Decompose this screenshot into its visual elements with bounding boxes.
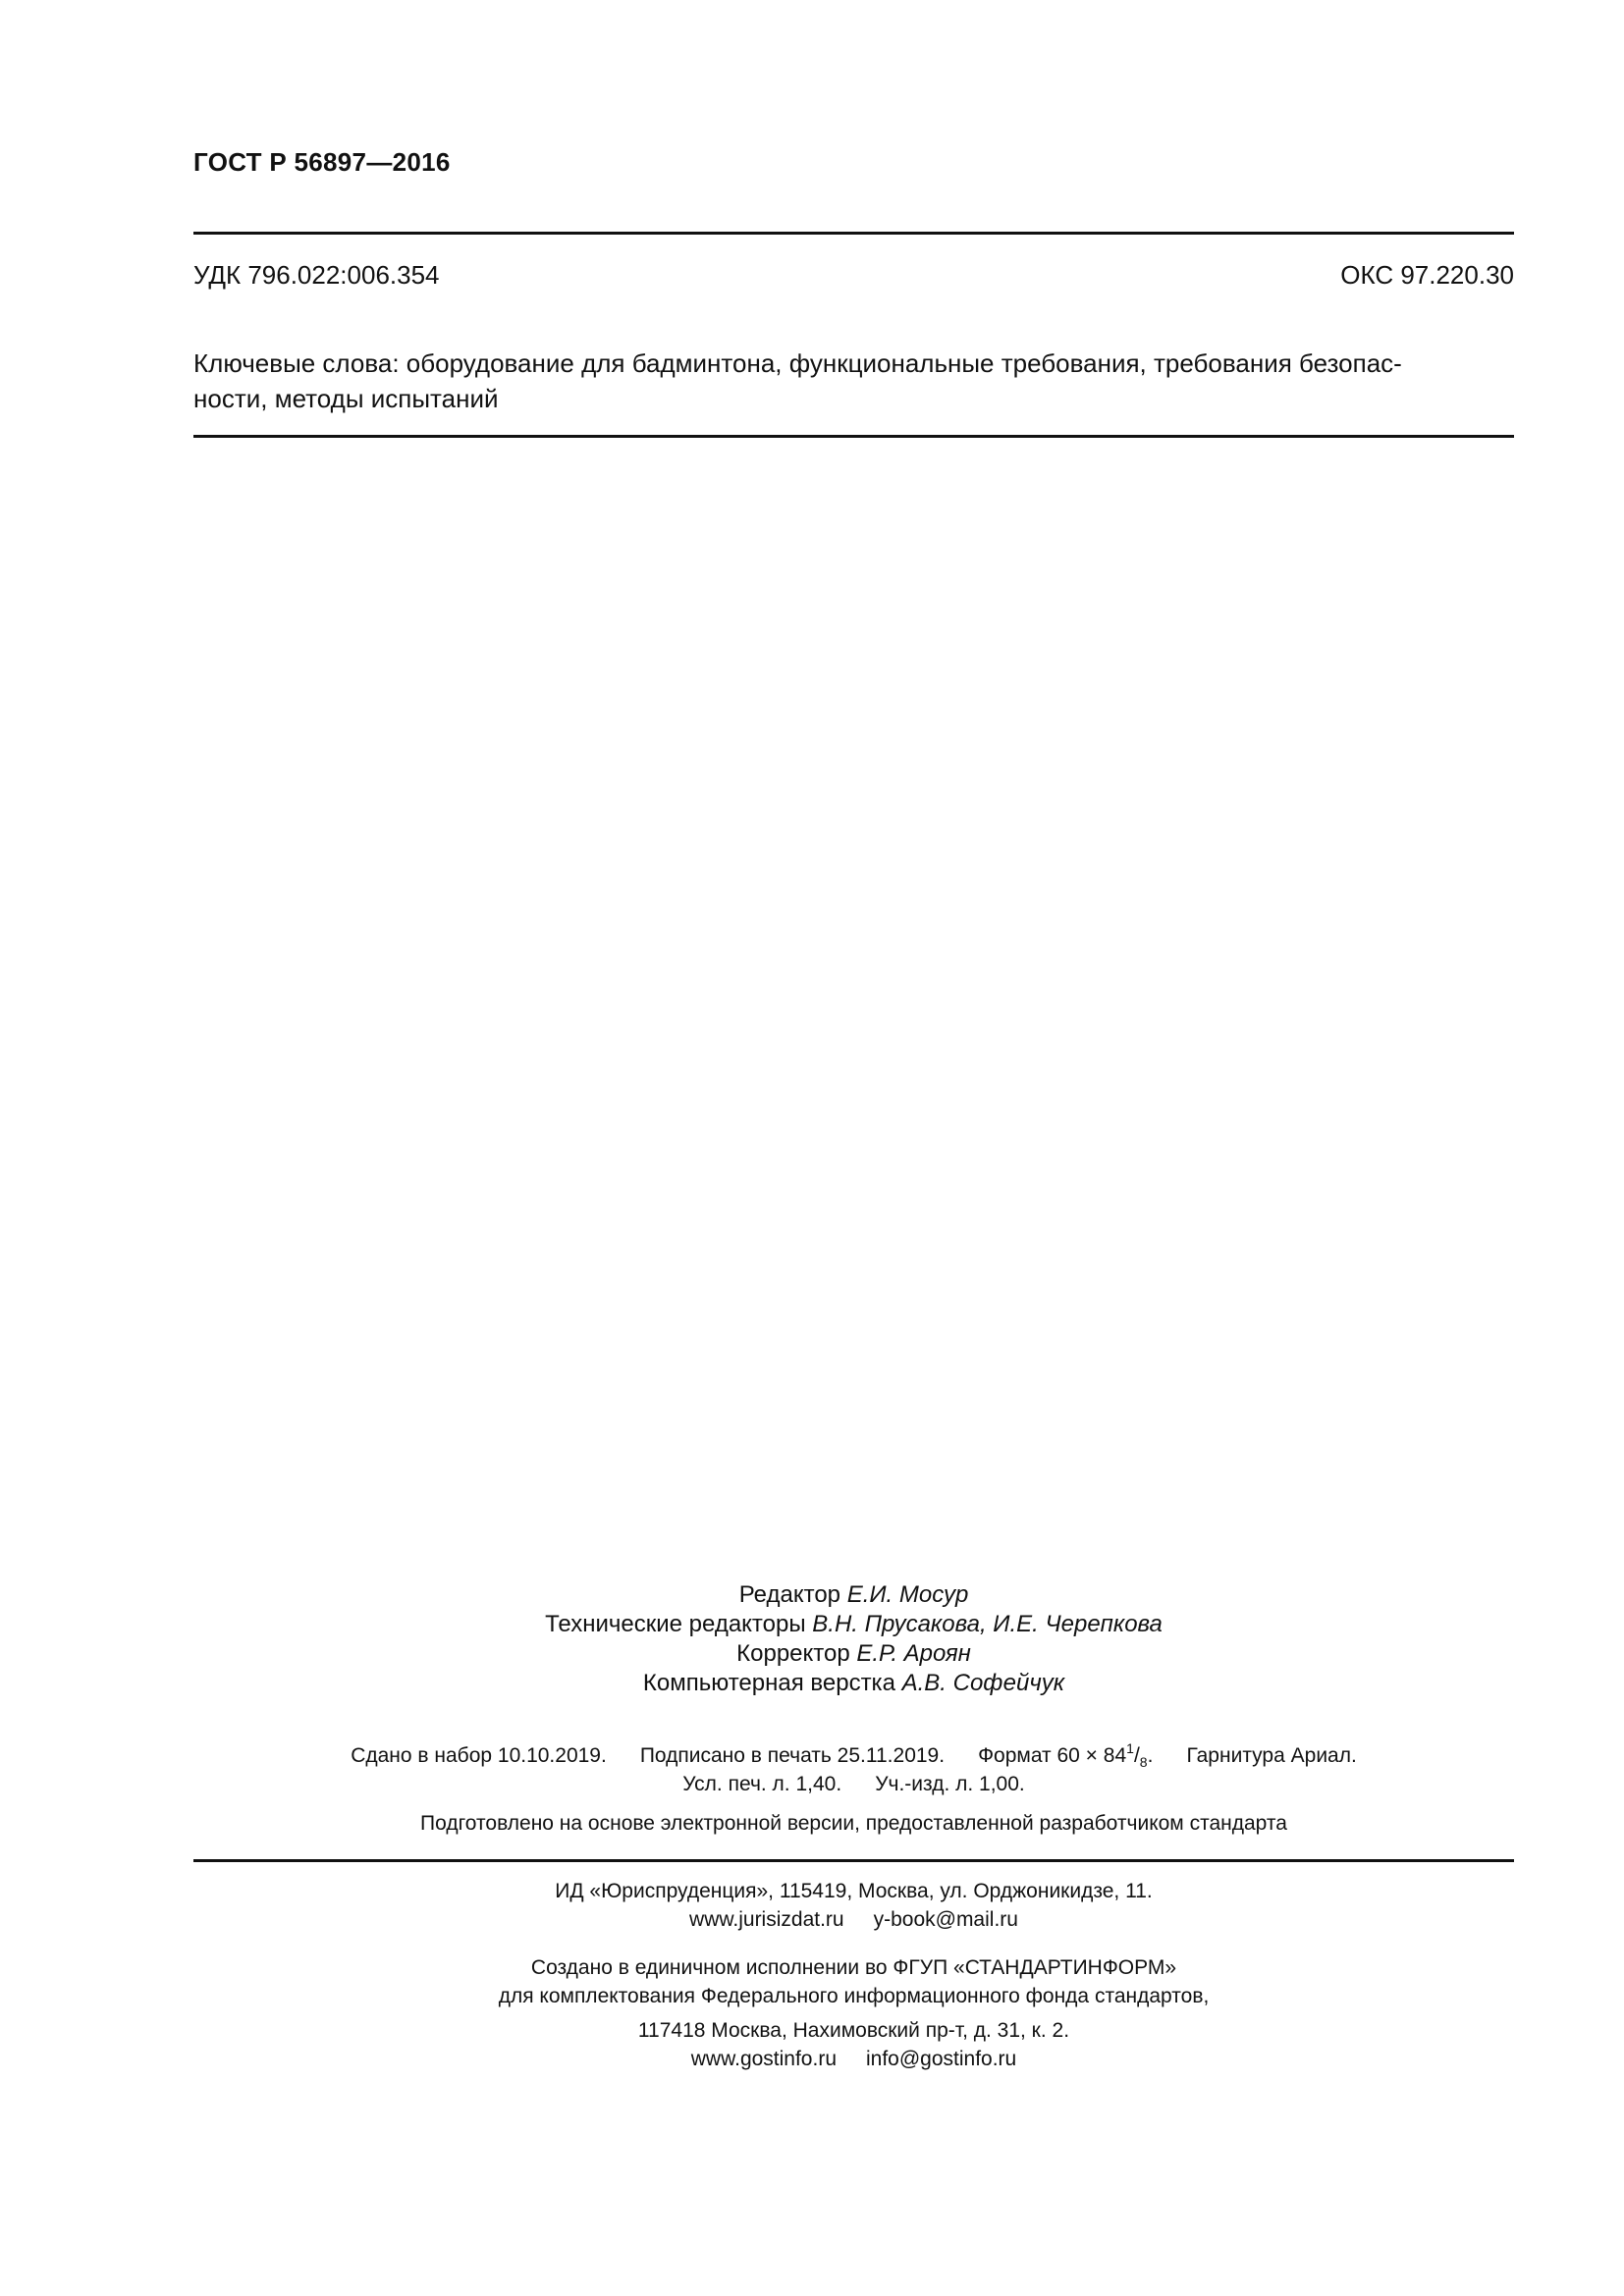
gostinfo-email-link[interactable]: info@gostinfo.ru xyxy=(866,2048,1017,2070)
keywords-block xyxy=(193,346,1514,416)
corrector-name: Е.Р. Ароян xyxy=(856,1640,971,1667)
paper-format: Формат $60 \times 84^1/_8$. xyxy=(978,1740,1154,1770)
corrector-line xyxy=(193,1639,1514,1669)
tech-editors-line xyxy=(193,1610,1514,1639)
printed-sheets: Усл. печ. л. 1,40. xyxy=(682,1773,842,1795)
imprint-line-2 xyxy=(193,1770,1514,1798)
signed-date: Подписано в печать 25.11.2019. xyxy=(639,1744,946,1767)
typeface: Гарнитура Ариал. xyxy=(1186,1744,1357,1767)
submitted-date: Сдано в набор 10.10.2019. xyxy=(351,1744,607,1767)
tech-editors-label: Технические редакторы xyxy=(545,1611,806,1637)
gostinfo-site-link[interactable]: www.gostinfo.ru xyxy=(690,2048,837,2070)
editor-label: Редактор xyxy=(738,1581,841,1608)
publisher-sheets: Уч.-изд. л. 1,00. xyxy=(875,1773,1025,1795)
created-line-2: для комплектования Федерального информационного фонда стандартов, xyxy=(498,1985,1210,2007)
credits-block xyxy=(193,1580,1514,1698)
publisher-site-link[interactable]: www.jurisizdat.ru xyxy=(689,1908,844,1931)
keywords-line-2: ности, методы испытаний xyxy=(193,384,499,413)
standartinform-address: 117418 Москва, Нахимовский пр-т, д. 31, к. 2. xyxy=(637,2019,1070,2042)
editor-line xyxy=(193,1580,1514,1610)
created-line-1: Создано в единичном исполнении во ФГУП «СТАНДАРТИНФОРМ» xyxy=(530,1956,1177,1979)
imprint-line-1 xyxy=(193,1741,1514,1770)
layout-name: А.В. Софейчук xyxy=(901,1670,1065,1696)
standartinform-block xyxy=(193,2016,1514,2073)
editor-name: Е.И. Мосур xyxy=(846,1581,969,1608)
publisher-block xyxy=(193,1877,1514,1934)
top-divider xyxy=(193,232,1514,235)
imprint-divider xyxy=(193,1859,1514,1862)
document-code: ГОСТ Р 56897—2016 xyxy=(193,147,451,177)
publisher-email-link[interactable]: y-book@mail.ru xyxy=(873,1908,1018,1931)
keywords-divider xyxy=(193,435,1514,438)
imprint-block xyxy=(193,1741,1514,1798)
keywords-line-1: Ключевые слова: оборудование для бадминтона, функциональные требования, требования безопас- xyxy=(193,348,1402,378)
corrector-label: Корректор xyxy=(736,1640,850,1667)
prepared-note: Подготовлено на основе электронной версии, предоставленной разработчиком стандарта xyxy=(420,1812,1287,1835)
publisher-contacts xyxy=(193,1905,1514,1934)
created-block xyxy=(193,1953,1514,2010)
tech-editors-names: В.Н. Прусакова, И.Е. Черепкова xyxy=(812,1611,1163,1637)
layout-line xyxy=(193,1669,1514,1698)
oks-code: ОКС 97.220.30 xyxy=(1340,260,1514,290)
standartinform-contacts xyxy=(193,2045,1514,2073)
publisher-address: ИД «Юриспруденция», 115419, Москва, ул. Орджоникидзе, 11. xyxy=(555,1880,1153,1902)
udc-code: УДК 796.022:006.354 xyxy=(193,260,440,290)
layout-label: Компьютерная верстка xyxy=(642,1670,895,1696)
